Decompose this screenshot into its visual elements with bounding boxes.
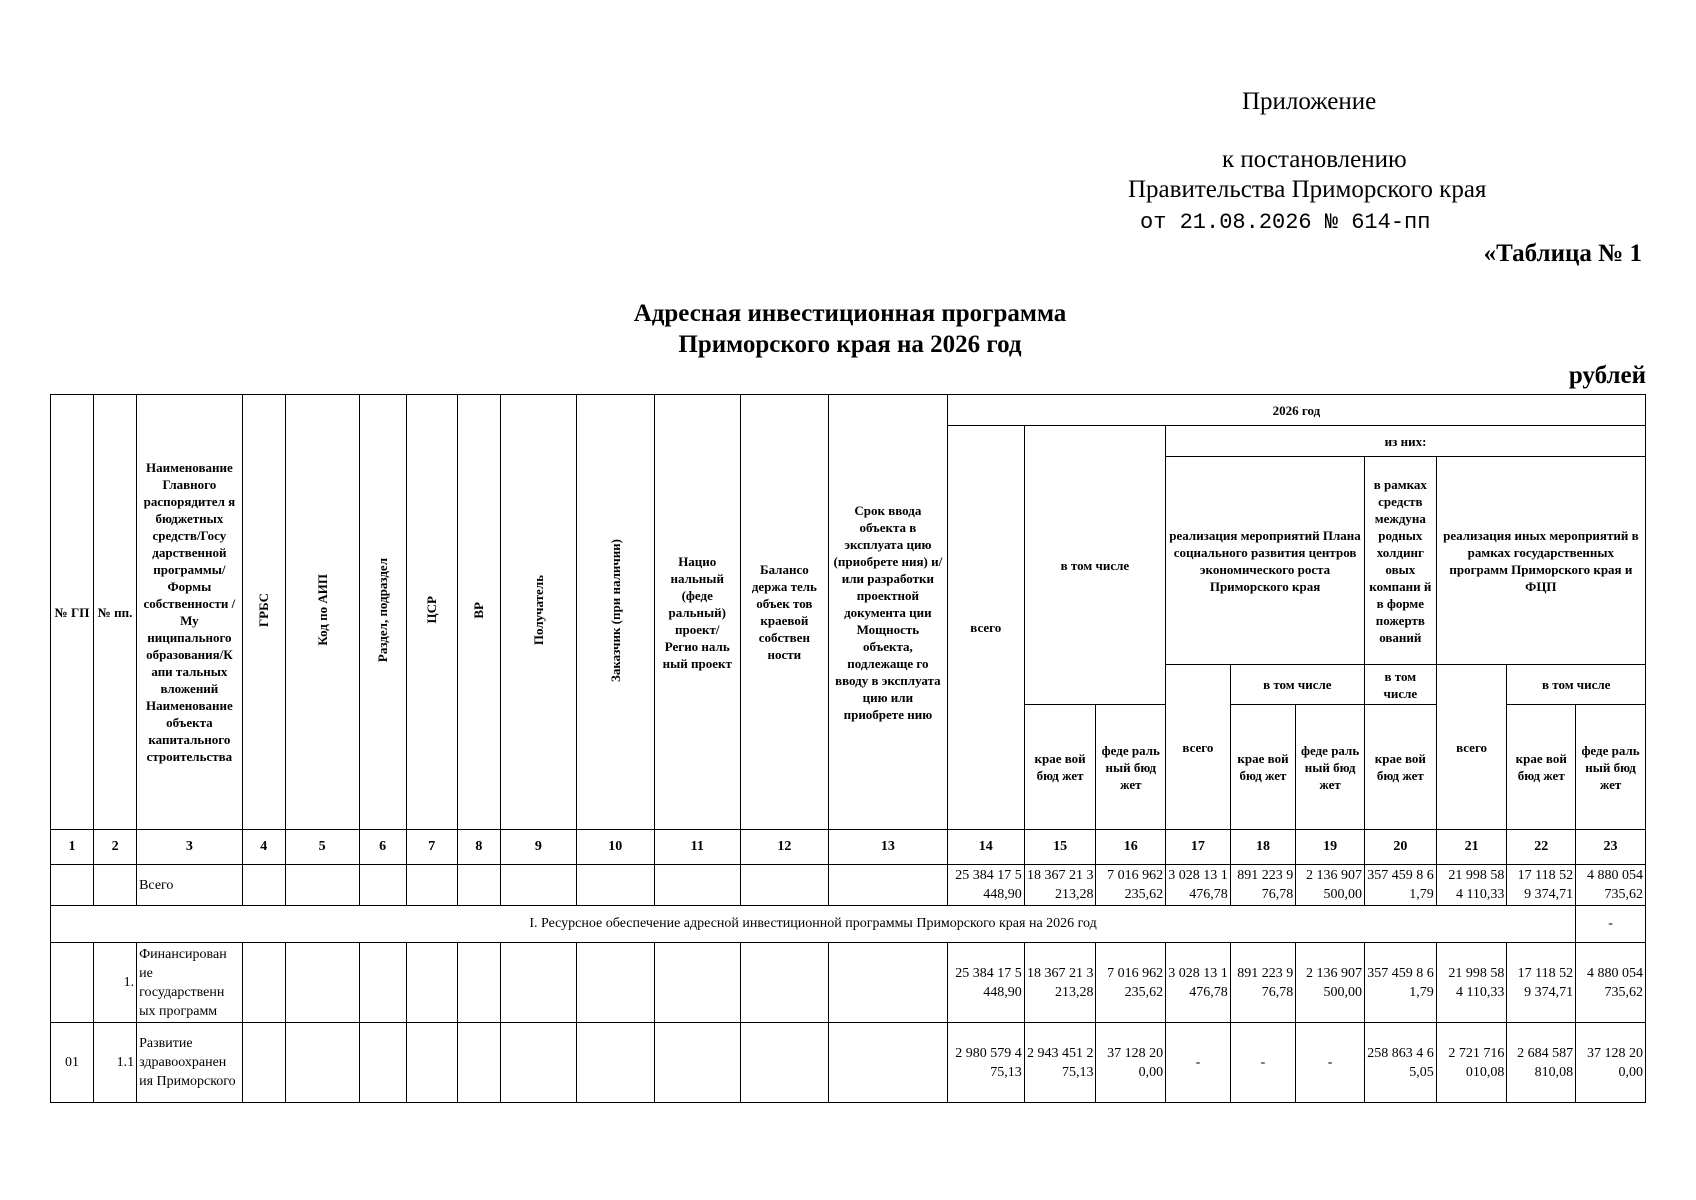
cell-c16: 37 128 20 0,00 <box>1096 1023 1166 1103</box>
cell-c21: 21 998 58 4 110,33 <box>1436 865 1507 906</box>
header-plan-group: реализация мероприятий Плана социального развития центров экономического роста Приморского края <box>1166 457 1365 665</box>
cell-c20: 357 459 8 61,79 <box>1364 865 1436 906</box>
cell-c22: 17 118 52 9 374,71 <box>1507 943 1576 1023</box>
column-number: 20 <box>1364 830 1436 865</box>
document-title <box>500 298 1200 360</box>
header-federal-19: феде раль ный бюд жет <box>1296 705 1365 830</box>
investment-program-table <box>50 394 1646 1103</box>
header-of-which: из них: <box>1166 426 1646 457</box>
row-label: Развитие здравоохранен ия Приморского <box>137 1023 243 1103</box>
cell-c15: 18 367 21 3 213,28 <box>1024 943 1096 1023</box>
table-row-section <box>51 906 1646 943</box>
column-number: 14 <box>947 830 1024 865</box>
section-title: I. Ресурсное обеспечение адресной инвестиционной программы Приморского края на 2026 год <box>51 906 1576 943</box>
cell-c18: 891 223 976,78 <box>1230 943 1296 1023</box>
cell-c17: 3 028 13 1 476,78 <box>1166 865 1231 906</box>
row-gp: 01 <box>51 1023 94 1103</box>
header-year: 2026 год <box>947 395 1645 426</box>
column-number: 7 <box>406 830 457 865</box>
cell-c19: 2 136 907 500,00 <box>1296 943 1365 1023</box>
column-number: 10 <box>576 830 654 865</box>
table-row-total <box>51 865 1646 906</box>
header-project: Нацио нальный (феде ральный) проект/ Регио наль ный проект <box>654 395 740 830</box>
decree-date-number: от 21.08.2026 № 614-пп <box>1140 210 1431 235</box>
title-line-1: Адресная инвестиционная программа <box>633 300 1067 327</box>
cell-c23: 37 128 20 0,00 <box>1576 1023 1646 1103</box>
header-regional-20: крае вой бюд жет <box>1364 705 1436 830</box>
cell-c21: 21 998 58 4 110,33 <box>1436 943 1507 1023</box>
column-number: 22 <box>1507 830 1576 865</box>
cell-c17: 3 028 13 1 476,78 <box>1166 943 1231 1023</box>
header-including-21: в том числе <box>1507 665 1646 705</box>
header-including-20: в том числе <box>1364 665 1436 705</box>
table-row-financing <box>51 943 1646 1023</box>
decree-label: к постановлению <box>1222 146 1407 173</box>
header-holder: Балансо держа тель объек тов краевой собствен ности <box>740 395 828 830</box>
header-total-21: всего <box>1436 665 1507 830</box>
row-pp: 1.1 <box>94 1023 137 1103</box>
cell-c14: 25 384 17 5 448,90 <box>947 865 1024 906</box>
cell-c14: 2 980 579 475,13 <box>947 1023 1024 1103</box>
header-aip-code: Код по АИП <box>285 395 359 830</box>
column-number: 19 <box>1296 830 1365 865</box>
units-label: рублей <box>1568 362 1646 389</box>
cell-c19: - <box>1296 1023 1365 1103</box>
column-number: 4 <box>242 830 285 865</box>
column-number: 12 <box>740 830 828 865</box>
column-number: 11 <box>654 830 740 865</box>
cell-c17: - <box>1166 1023 1231 1103</box>
cell-c19: 2 136 907 500,00 <box>1296 865 1365 906</box>
column-number: 1 <box>51 830 94 865</box>
header-including-17: в том числе <box>1230 665 1364 705</box>
header-total-17: всего <box>1166 665 1231 830</box>
column-number: 5 <box>285 830 359 865</box>
government-label: Правительства Приморского края <box>1128 176 1487 203</box>
row-label: Всего <box>137 865 243 906</box>
header-federal-23: феде раль ный бюд жет <box>1576 705 1646 830</box>
column-number: 6 <box>359 830 406 865</box>
header-regional-15: крае вой бюд жет <box>1024 705 1096 830</box>
cell-c18: 891 223 976,78 <box>1230 865 1296 906</box>
header-regional-18: крае вой бюд жет <box>1230 705 1296 830</box>
column-number-row <box>51 830 1646 865</box>
header-grbs: ГРБС <box>242 395 285 830</box>
cell-c23: 4 880 054 735,62 <box>1576 943 1646 1023</box>
header-holding-group: в рамках средств междуна родных холдинг овых компани й в форме пожертв ований <box>1364 457 1436 665</box>
header-total: всего <box>947 426 1024 830</box>
header-deadline: Срок ввода объекта в эксплуата цию (приобрете ния) и/или разработки проектной документа ции Мощность объекта, подлежаще го вводу в эксплуата цию или приобрете нию <box>828 395 947 830</box>
table-row-health <box>51 1023 1646 1103</box>
cell-c21: 2 721 716 010,08 <box>1436 1023 1507 1103</box>
header-federal-16: феде раль ный бюд жет <box>1096 705 1166 830</box>
cell-c20: 357 459 8 61,79 <box>1364 943 1436 1023</box>
title-line-2: Приморского края на 2026 год <box>678 331 1022 358</box>
cell-c23: 4 880 054 735,62 <box>1576 865 1646 906</box>
column-number: 9 <box>500 830 576 865</box>
column-number: 23 <box>1576 830 1646 865</box>
cell-c16: 7 016 962 235,62 <box>1096 865 1166 906</box>
appendix-label: Приложение <box>1242 88 1377 115</box>
column-number: 2 <box>94 830 137 865</box>
header-gp-no: № ГП <box>51 395 94 830</box>
header-pp-no: № пп. <box>94 395 137 830</box>
cell-c15: 2 943 451 275,13 <box>1024 1023 1096 1103</box>
cell-c22: 2 684 587 810,08 <box>1507 1023 1576 1103</box>
cell-c23: - <box>1576 906 1646 943</box>
header-regional-22: крае вой бюд жет <box>1507 705 1576 830</box>
header-csr: ЦСР <box>406 395 457 830</box>
header-name: Наименование Главного распорядител я бюджетных средств/Госу дарственной программы/ Формы собственности /Му ниципального образования/К апи тальных вложений Наименование объекта капитального строительства <box>137 395 243 830</box>
cell-c22: 17 118 52 9 374,71 <box>1507 865 1576 906</box>
column-number: 13 <box>828 830 947 865</box>
column-number: 3 <box>137 830 243 865</box>
row-pp: 1. <box>94 943 137 1023</box>
column-number: 18 <box>1230 830 1296 865</box>
cell-c18: - <box>1230 1023 1296 1103</box>
column-number: 17 <box>1166 830 1231 865</box>
column-number: 21 <box>1436 830 1507 865</box>
cell-c15: 18 367 21 3 213,28 <box>1024 865 1096 906</box>
header-customer: Заказчик (при наличии) <box>576 395 654 830</box>
cell-c16: 7 016 962 235,62 <box>1096 943 1166 1023</box>
row-label: Финансирован ие государственн ых программ <box>137 943 243 1023</box>
column-number: 15 <box>1024 830 1096 865</box>
table-label: «Таблица № 1 <box>1483 240 1642 267</box>
header-other-group: реализация иных мероприятий в рамках государственных программ Приморского края и ФЦП <box>1436 457 1645 665</box>
header-section: Раздел, подраздел <box>359 395 406 830</box>
header-including: в том числе <box>1024 426 1165 705</box>
column-number: 16 <box>1096 830 1166 865</box>
header-recipient: Получатель <box>500 395 576 830</box>
cell-c14: 25 384 17 5 448,90 <box>947 943 1024 1023</box>
cell-c20: 258 863 4 65,05 <box>1364 1023 1436 1103</box>
column-number: 8 <box>457 830 500 865</box>
header-vr: ВР <box>457 395 500 830</box>
